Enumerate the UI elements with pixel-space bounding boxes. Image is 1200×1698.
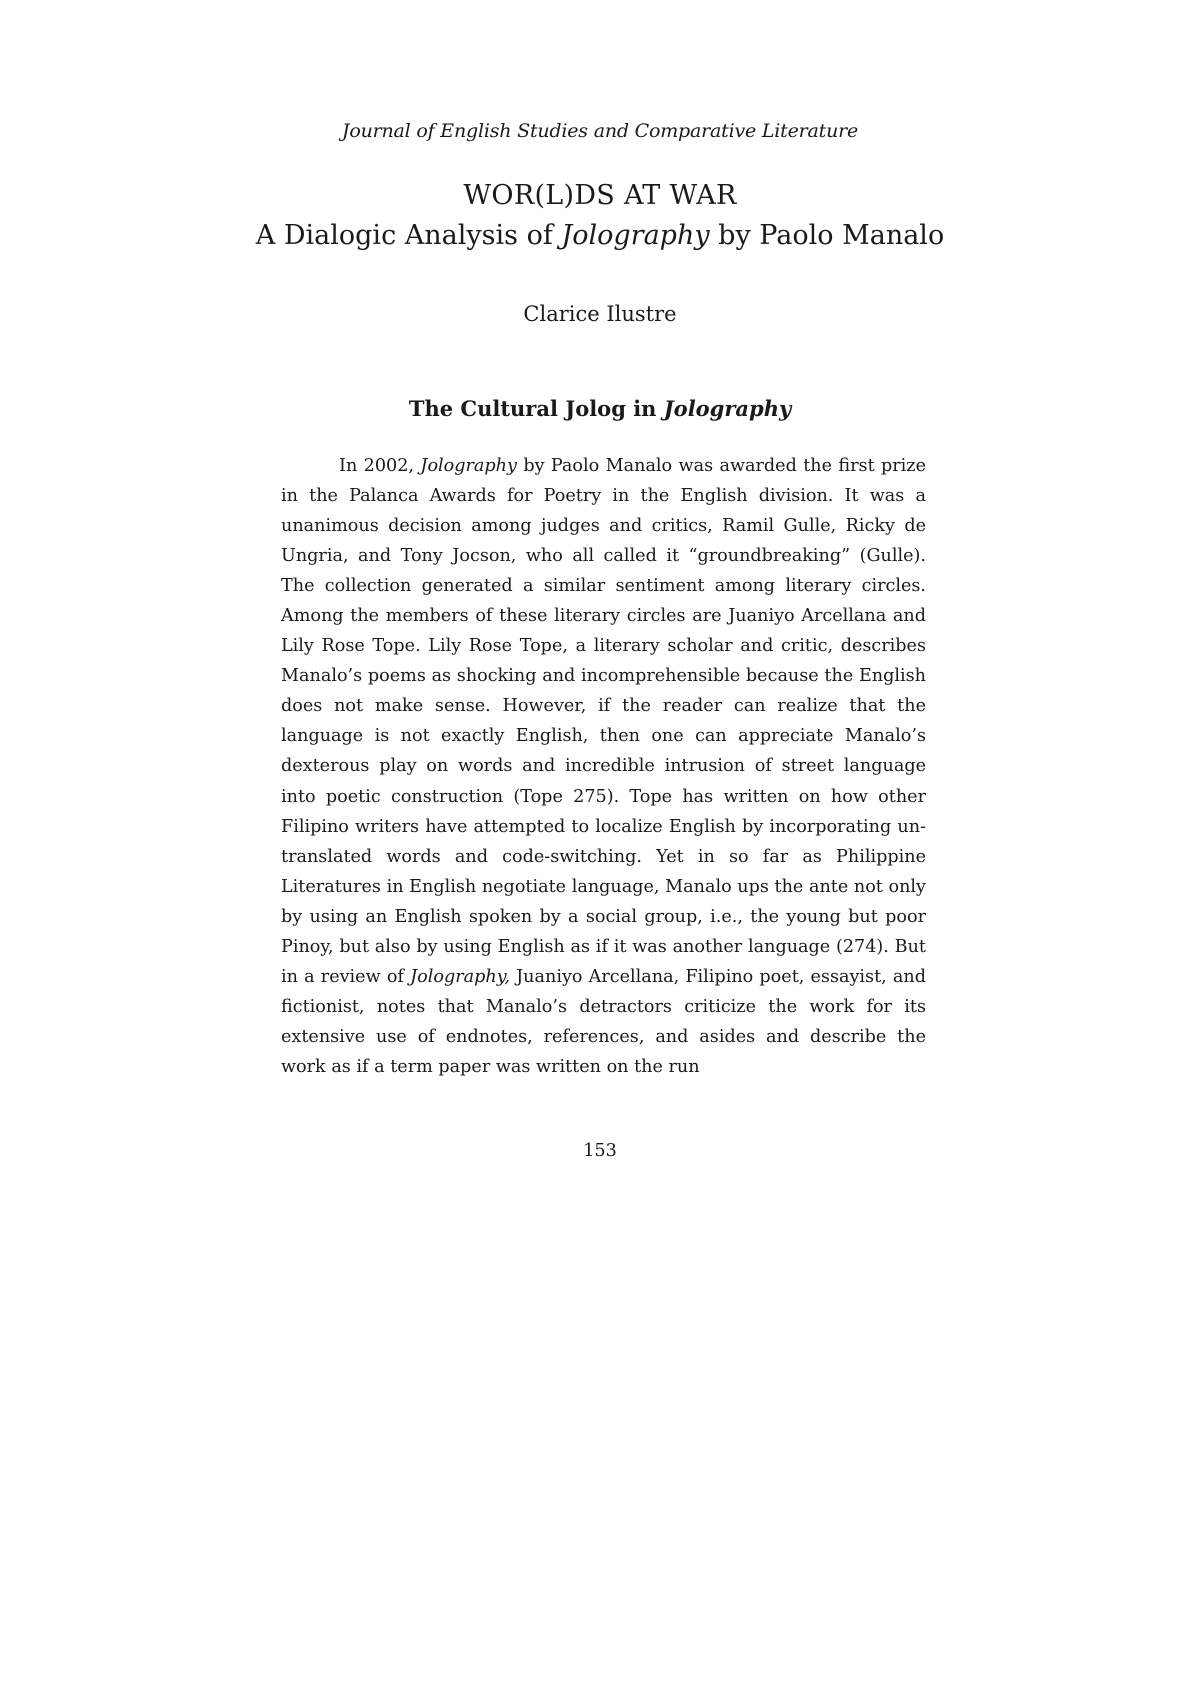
- body-italic-1: Jolography: [420, 456, 517, 476]
- subtitle-italic: Jolography: [561, 220, 710, 251]
- body-part-2: by Paolo Manalo was awarded the first prize in the Palanca Awards for Poetry in the English division. It was a unanimous decision among judges and critics, Ramil Gulle, Ricky de Ungria, and Tony Jocson, who all called it “groundbreaking” (Gulle). The collection generated a similar sentiment among literary circles. Among the members of these literary circles are Juaniyo Arcellana and Lily Rose Tope. Lily Rose Tope, a literary scholar and critic, describes Manalo’s poems as shocking and incomprehensible because the English does not make sense. However, if the reader can realize that the language is not exactly English, then one can appreciate Manalo’s dexterous play on words and incredible intrusion of street language into poetic construction (Tope 275). Tope has written on how other Filipino writers have attempted to localize English by incorporating un-translated words and code-switching. Yet in so far as Philippine Literatures in English negotiate language, Manalo ups the ante not only by using an English spoken by a social group, i.e., the young but poor Pinoy, but also by using English as if it was another language (274). But in a review of: [281, 456, 926, 987]
- body-part-1: In 2002,: [339, 456, 421, 476]
- page-number: 153: [583, 1141, 617, 1161]
- body-italic-2: Jolography,: [410, 966, 510, 987]
- article-title: [0, 176, 1200, 256]
- body-part-3: Juaniyo Arcellana, Filipino poet, essayist, and fictionist, notes that Manalo’s detractors criticize the work for its extensive use of endnotes, references, and asides and describe the work as if a term paper was written on the run: [281, 966, 926, 1077]
- subtitle-suffix: by Paolo Manalo: [709, 220, 945, 251]
- body-paragraph: [281, 451, 926, 1082]
- section-heading-italic: Jolography: [663, 396, 792, 421]
- author-name: Clarice Ilustre: [523, 302, 677, 326]
- title-main: WOR(L)DS AT WAR: [463, 180, 737, 211]
- section-heading: [0, 396, 1200, 421]
- section-heading-prefix: The Cultural Jolog in: [408, 396, 664, 421]
- journal-running-head: Journal of English Studies and Comparative Literature: [341, 120, 859, 142]
- title-subtitle: [0, 216, 1200, 256]
- subtitle-prefix: A Dialogic Analysis of: [255, 220, 562, 251]
